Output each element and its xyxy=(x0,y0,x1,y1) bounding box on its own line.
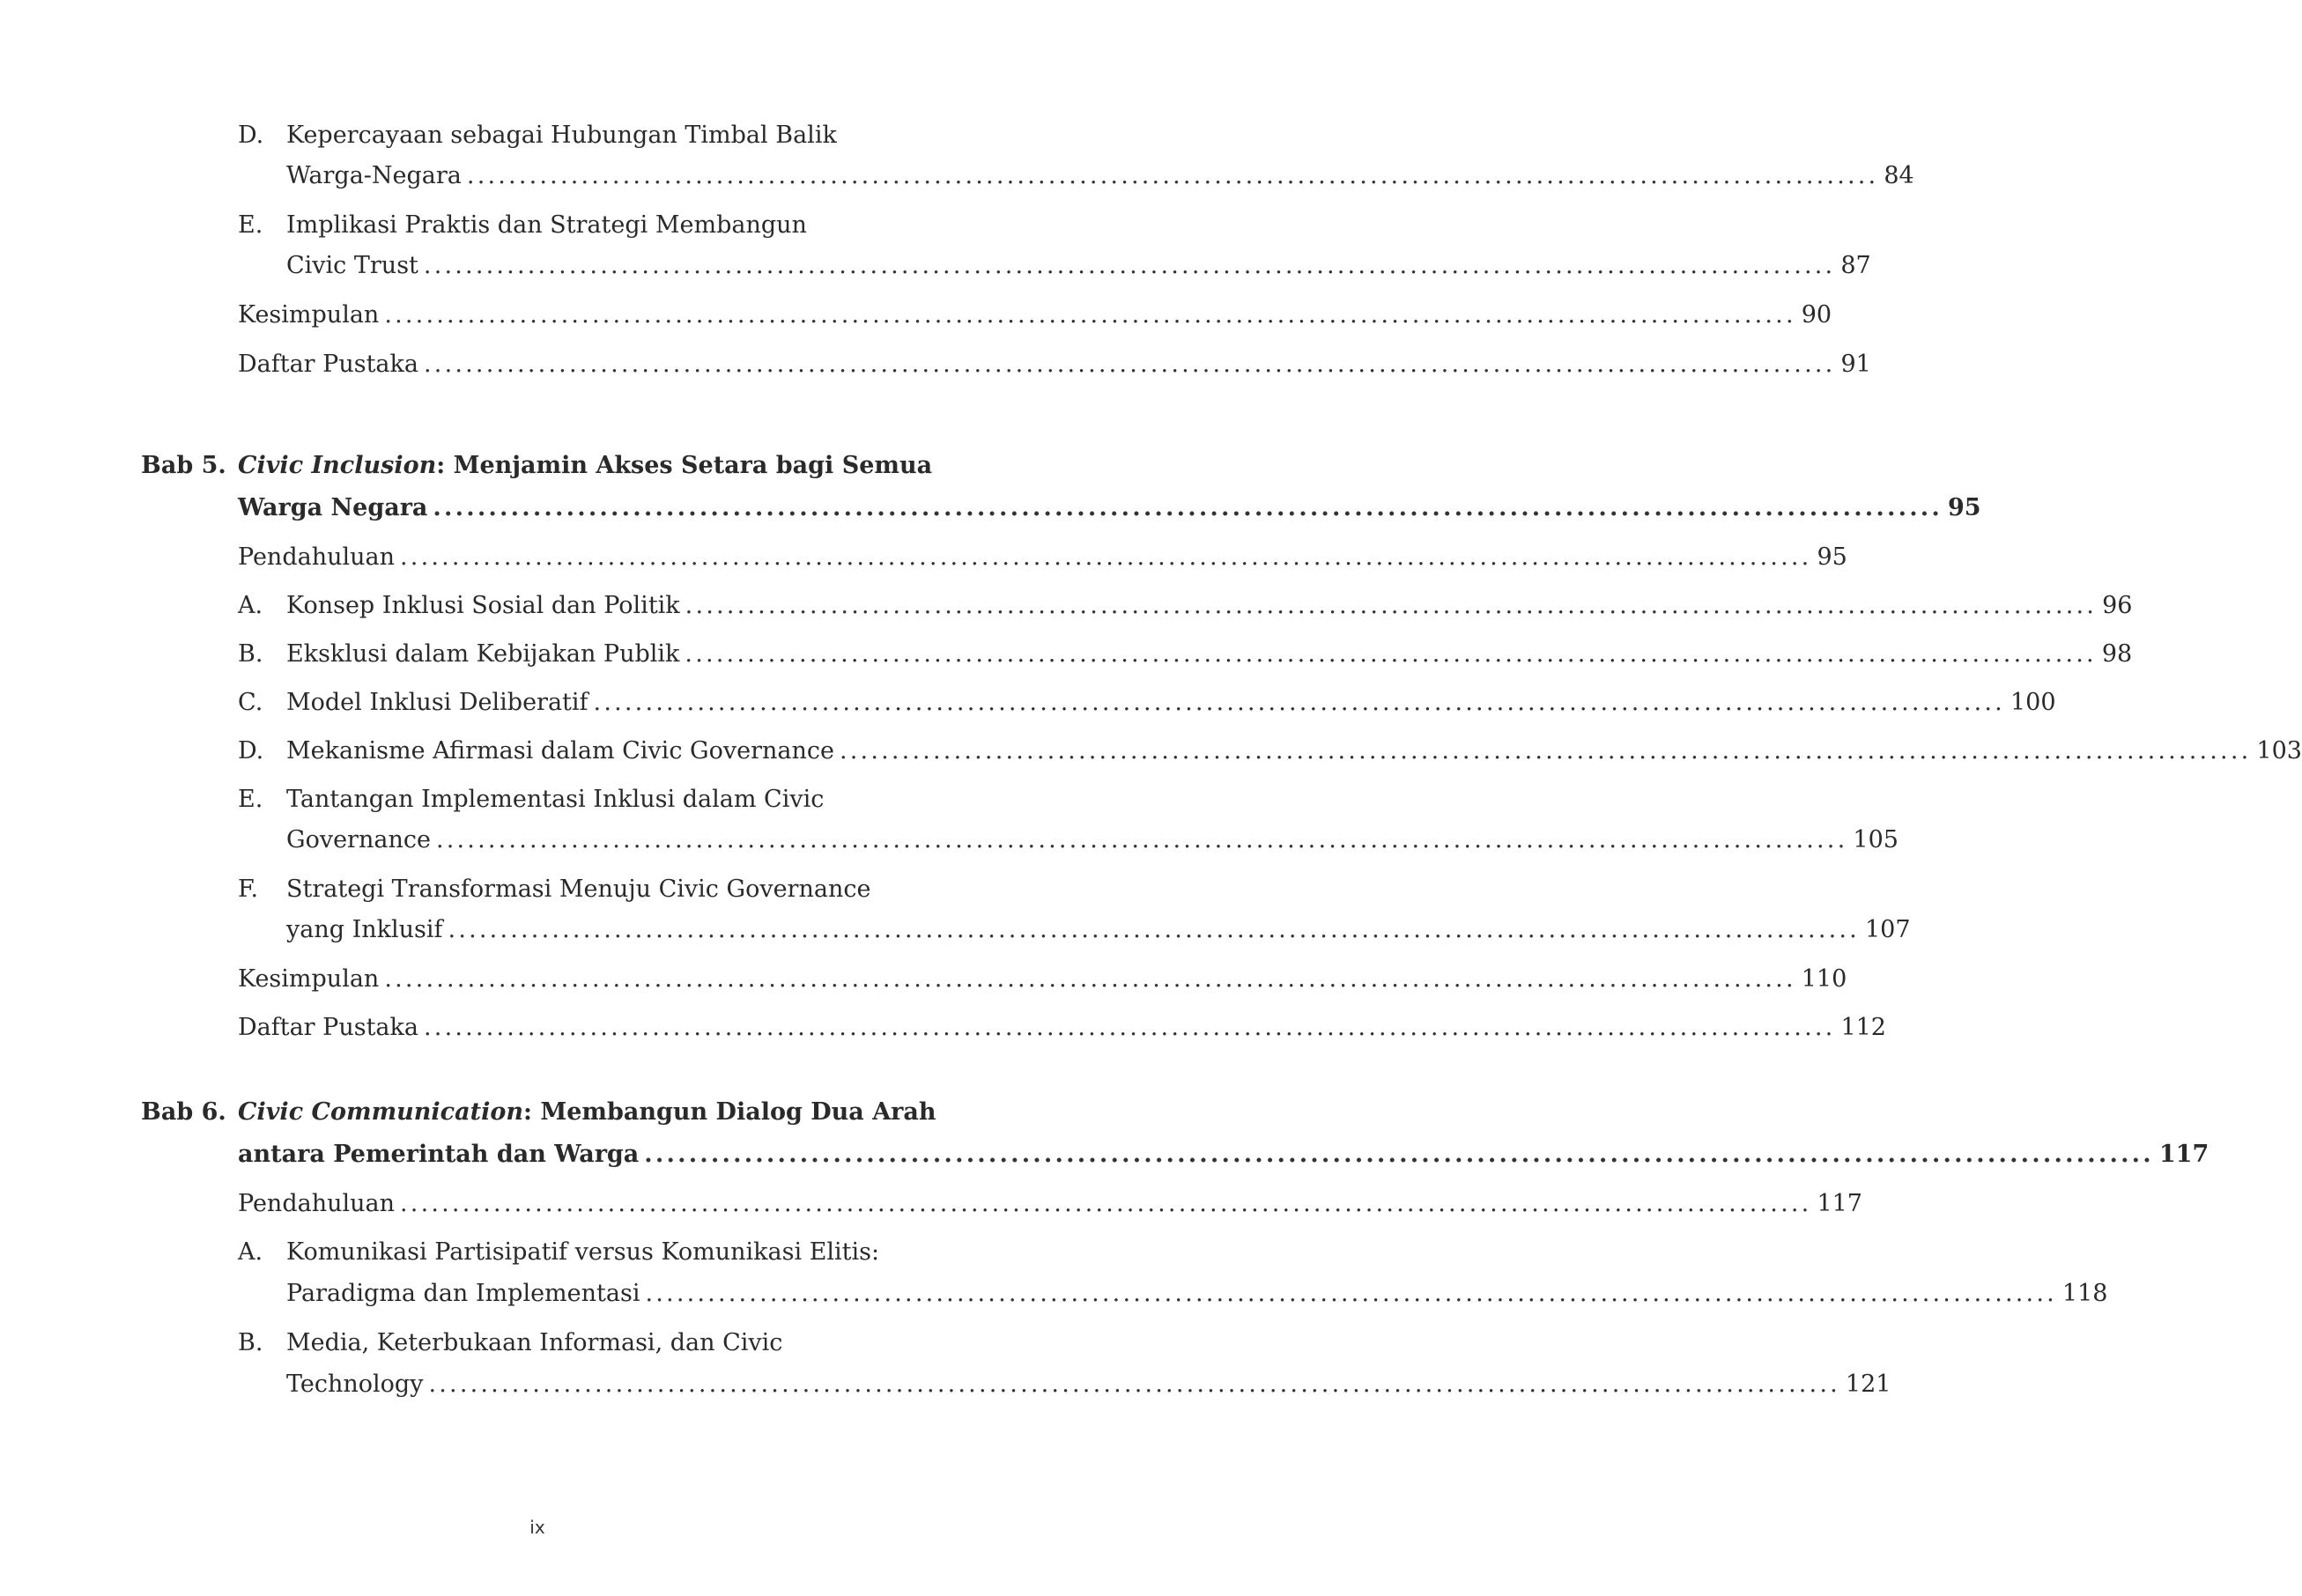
page-number: 96 xyxy=(2102,592,2133,619)
toc-entry[interactable] xyxy=(238,540,1847,575)
entry-title: Model Inklusi Deliberatif xyxy=(286,689,588,716)
chapter-title-rest: : Menjamin Akses Setara bagi Semua xyxy=(436,452,933,479)
entry-title: Implikasi Praktis dan Strategi Membangun xyxy=(286,211,807,239)
toc-entry[interactable] xyxy=(238,298,1832,333)
entry-title: Eksklusi dalam Kebijakan Publik xyxy=(286,640,680,668)
dot-leader: ........................................................................................................................................ xyxy=(433,494,1943,521)
dot-leader: ........................................................................................................................................ xyxy=(644,1141,2154,1168)
page-number: 95 xyxy=(1948,494,1981,521)
entry-title: Pendahuluan xyxy=(238,543,395,571)
dot-leader: ........................................................................................................................................ xyxy=(466,162,1879,189)
dot-leader: ........................................................................................................................................ xyxy=(645,1280,2057,1307)
chapter-title-line2: Warga Negara xyxy=(238,494,428,521)
entry-letter: D. xyxy=(238,737,264,765)
toc-entry[interactable] xyxy=(286,248,1871,284)
entry-title: Daftar Pustaka xyxy=(238,351,418,378)
entry-title: Kesimpulan xyxy=(238,301,380,329)
page-number: 110 xyxy=(1801,965,1847,993)
entry-title: Technology xyxy=(286,1371,424,1398)
entry-title: Konsep Inklusi Sosial dan Politik xyxy=(286,592,680,619)
entry-title: Mekanisme Afirmasi dalam Civic Governance xyxy=(286,737,834,765)
dot-leader: ........................................................................................................................................ xyxy=(448,916,1860,943)
entry-title: Kepercayaan sebagai Hubungan Timbal Balik xyxy=(286,122,837,149)
entry-title: Komunikasi Partisipatif versus Komunikasi Elitis: xyxy=(286,1238,880,1266)
toc-entry[interactable] xyxy=(286,159,1914,194)
page-number: 98 xyxy=(2101,640,2133,668)
chapter-title xyxy=(238,1095,936,1130)
dot-leader: ........................................................................................................................................ xyxy=(424,1014,1836,1041)
page-number: 90 xyxy=(1801,301,1832,329)
entry-title: Strategi Transformasi Menuju Civic Governance xyxy=(286,876,871,903)
dot-leader: ........................................................................................................................................ xyxy=(424,351,1836,378)
entry-title: yang Inklusif xyxy=(286,916,443,943)
chapter-entry[interactable] xyxy=(238,1137,2209,1172)
page-number: 103 xyxy=(2256,737,2302,765)
toc-entry[interactable] xyxy=(286,588,2133,624)
page-number: 87 xyxy=(1840,252,1871,279)
page-number: 118 xyxy=(2061,1280,2108,1307)
toc-entry[interactable] xyxy=(238,347,1871,382)
entry-title: Kesimpulan xyxy=(238,965,380,993)
entry-letter: F. xyxy=(238,876,259,903)
entry-letter: A. xyxy=(238,1238,263,1266)
dot-leader: ........................................................................................................................................ xyxy=(423,252,1836,279)
toc-entry[interactable] xyxy=(286,823,1899,858)
page-number: 84 xyxy=(1884,162,1914,189)
page-number: 95 xyxy=(1817,543,1847,571)
dot-leader: ........................................................................................................................................ xyxy=(400,1190,1812,1217)
dot-leader: ........................................................................................................................................ xyxy=(400,543,1812,571)
entry-letter: C. xyxy=(238,689,263,716)
toc-entry[interactable] xyxy=(286,1367,1891,1402)
page-number: 121 xyxy=(1845,1371,1891,1398)
page-number: 105 xyxy=(1853,826,1899,853)
page-number: 117 xyxy=(2158,1141,2209,1168)
entry-title: Pendahuluan xyxy=(238,1190,395,1217)
toc-entry[interactable] xyxy=(238,1010,1886,1046)
chapter-title-italic: Civic Inclusion xyxy=(238,452,437,479)
entry-letter: D. xyxy=(238,122,264,149)
dot-leader: ........................................................................................................................................ xyxy=(685,592,2098,619)
dot-leader: ........................................................................................................................................ xyxy=(428,1371,1840,1398)
entry-letter: E. xyxy=(238,211,263,239)
entry-letter: B. xyxy=(238,1329,263,1356)
chapter-entry[interactable] xyxy=(238,491,1981,526)
chapter-label: Bab 6. xyxy=(141,1098,226,1126)
toc-entry[interactable] xyxy=(286,734,2302,769)
entry-title: Warga-Negara xyxy=(286,162,462,189)
entry-letter: E. xyxy=(238,786,263,813)
dot-leader: ........................................................................................................................................ xyxy=(685,640,2097,668)
toc-entry[interactable] xyxy=(238,962,1847,997)
chapter-title-italic: Civic Communication xyxy=(238,1098,523,1126)
page-number: 117 xyxy=(1817,1190,1862,1217)
toc-entry[interactable] xyxy=(286,1276,2108,1312)
page-folio: ix xyxy=(529,1517,545,1538)
chapter-title xyxy=(238,448,932,484)
toc-entry[interactable] xyxy=(286,913,1911,948)
page-number: 112 xyxy=(1840,1014,1886,1041)
entry-title: Media, Keterbukaan Informasi, dan Civic xyxy=(286,1329,783,1356)
page-number: 100 xyxy=(2010,689,2056,716)
dot-leader: ........................................................................................................................................ xyxy=(435,826,1848,853)
entry-title: Tantangan Implementasi Inklusi dalam Civic xyxy=(286,786,825,813)
entry-letter: B. xyxy=(238,640,263,668)
dot-leader: ........................................................................................................................................ xyxy=(593,689,2005,716)
chapter-title-line2: antara Pemerintah dan Warga xyxy=(238,1141,640,1168)
page-number: 91 xyxy=(1840,351,1871,378)
toc-entry[interactable] xyxy=(286,637,2133,672)
dot-leader: ........................................................................................................................................ xyxy=(384,301,1796,329)
chapter-label: Bab 5. xyxy=(141,452,226,479)
dot-leader: ........................................................................................................................................ xyxy=(384,965,1796,993)
entry-title: Civic Trust xyxy=(286,252,418,279)
toc-entry[interactable] xyxy=(286,685,2056,720)
entry-title: Paradigma dan Implementasi xyxy=(286,1280,640,1307)
toc-entry[interactable] xyxy=(238,1186,1862,1222)
entry-letter: A. xyxy=(238,592,263,619)
entry-title: Governance xyxy=(286,826,431,853)
entry-title: Daftar Pustaka xyxy=(238,1014,418,1041)
page-number: 107 xyxy=(1864,916,1911,943)
chapter-title-rest: : Membangun Dialog Dua Arah xyxy=(523,1098,936,1126)
dot-leader: ........................................................................................................................................ xyxy=(839,737,2252,765)
